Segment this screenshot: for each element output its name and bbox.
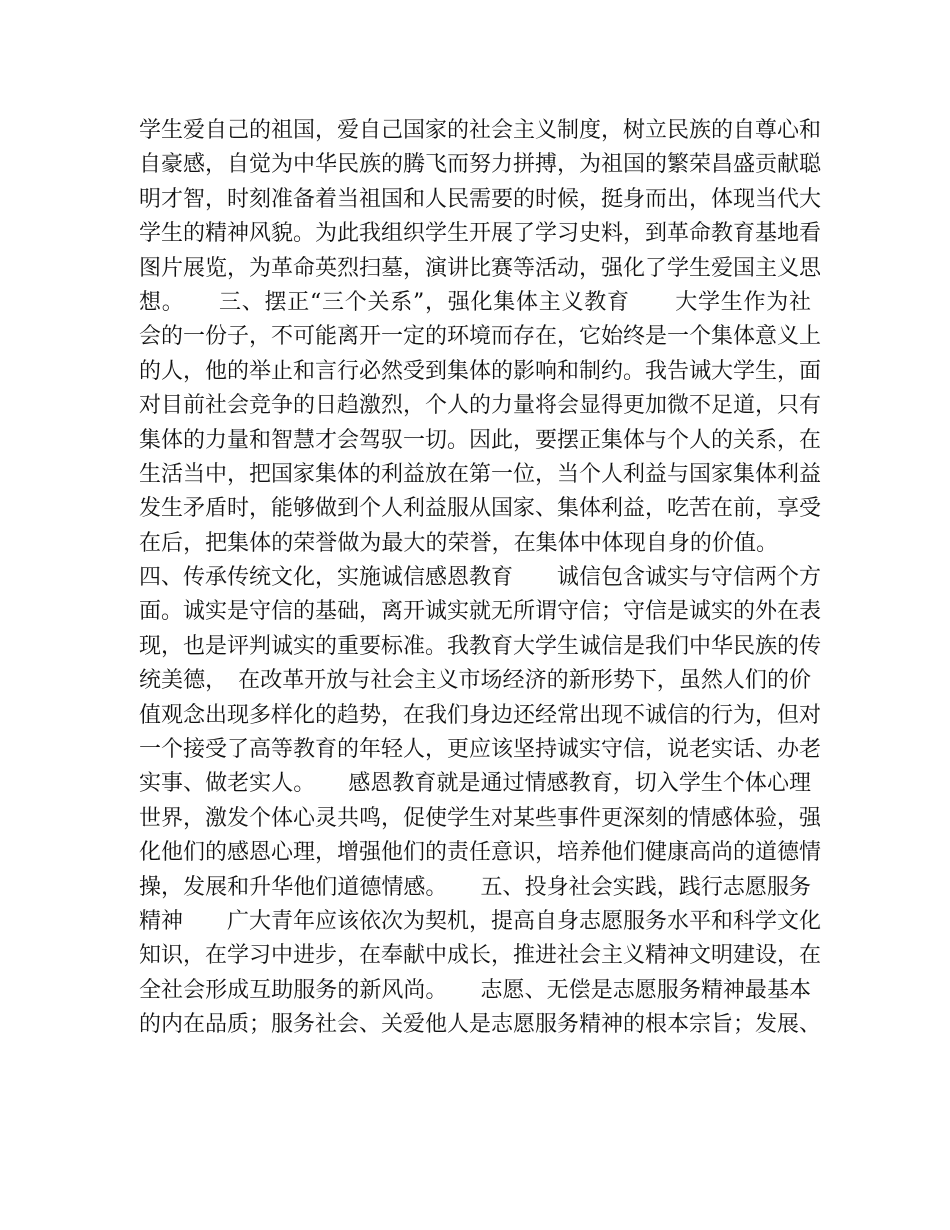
text-line: 统美德， 在改革开放与社会主义市场经济的新形势下，虽然人们的价 — [139, 668, 811, 694]
text-line: 知识，在学习中进步，在奉献中成长，推进社会主义精神文明建设，在 — [139, 943, 822, 969]
text-line: 面。诚实是守信的基础，离开诚实就无所谓守信；守信是诚实的外在表 — [139, 599, 822, 625]
text-line: 精神 广大青年应该依次为契机，提高自身志愿服务水平和科学文化 — [139, 908, 822, 934]
text-line: 化他们的感恩心理，增强他们的责任意识，培养他们健康高尚的道德情 — [139, 840, 822, 866]
text-line: 学生的精神风貌。为此我组织学生开展了学习史料，到革命教育基地看 — [139, 221, 822, 247]
text-line: 的人，他的举止和言行必然受到集体的影响和制约。我告诫大学生，面 — [139, 358, 822, 384]
text-line: 明才智，时刻准备着当祖国和人民需要的时候，挺身而出，体现当代大 — [139, 186, 822, 212]
text-line: 自豪感，自觉为中华民族的腾飞而努力拼搏，为祖国的繁荣昌盛贡献聪 — [139, 152, 822, 178]
text-line: 一个接受了高等教育的年轻人，更应该坚持诚实守信，说老实话、办老 — [139, 737, 822, 763]
text-line: 图片展览，为革命英烈扫墓，演讲比赛等活动，强化了学生爱国主义思 — [139, 255, 822, 281]
text-line: 的内在品质；服务社会、关爱他人是志愿服务精神的根本宗旨；发展、 — [139, 1012, 822, 1038]
text-line: 值观念出现多样化的趋势，在我们身边还经常出现不诚信的行为，但对 — [139, 702, 822, 728]
text-line: 对目前社会竞争的日趋激烈，个人的力量将会显得更加微不足道，只有 — [139, 393, 822, 419]
text-line: 想。 三、摆正“三个关系”，强化集体主义教育 大学生作为社 — [139, 289, 811, 315]
text-line: 操，发展和升华他们道德情感。 五、投身社会实践，践行志愿服务 — [139, 874, 811, 900]
text-line: 集体的力量和智慧才会驾驭一切。因此，要摆正集体与个人的关系，在 — [139, 427, 822, 453]
text-line: 学生爱自己的祖国，爱自己国家的社会主义制度，树立民族的自尊心和 — [139, 118, 822, 143]
text-line: 生活当中，把国家集体的利益放在第一位，当个人利益与国家集体利益 — [139, 461, 822, 487]
text-line: 全社会形成互助服务的新风尚。 志愿、无偿是志愿服务精神最基本 — [139, 977, 811, 1003]
body-text — [139, 114, 822, 1043]
text-line: 四、传承传统文化，实施诚信感恩教育 诚信包含诚实与守信两个方 — [139, 565, 822, 591]
text-line: 世界，激发个体心灵共鸣，促使学生对某些事件更深刻的情感体验，强 — [139, 805, 822, 831]
text-line: 发生矛盾时，能够做到个人利益服从国家、集体利益，吃苦在前，享受 — [139, 496, 822, 522]
text-line: 实事、做老实人。 感恩教育就是通过情感教育，切入学生个体心理 — [139, 771, 811, 797]
text-line: 现，也是评判诚实的重要标准。我教育大学生诚信是我们中华民族的传 — [139, 633, 822, 659]
text-line: 在后，把集体的荣誉做为最大的荣誉，在集体中体现自身的价值。 — [139, 530, 811, 556]
text-line: 会的一份子，不可能离开一定的环境而存在，它始终是一个集体意义上 — [139, 324, 822, 350]
